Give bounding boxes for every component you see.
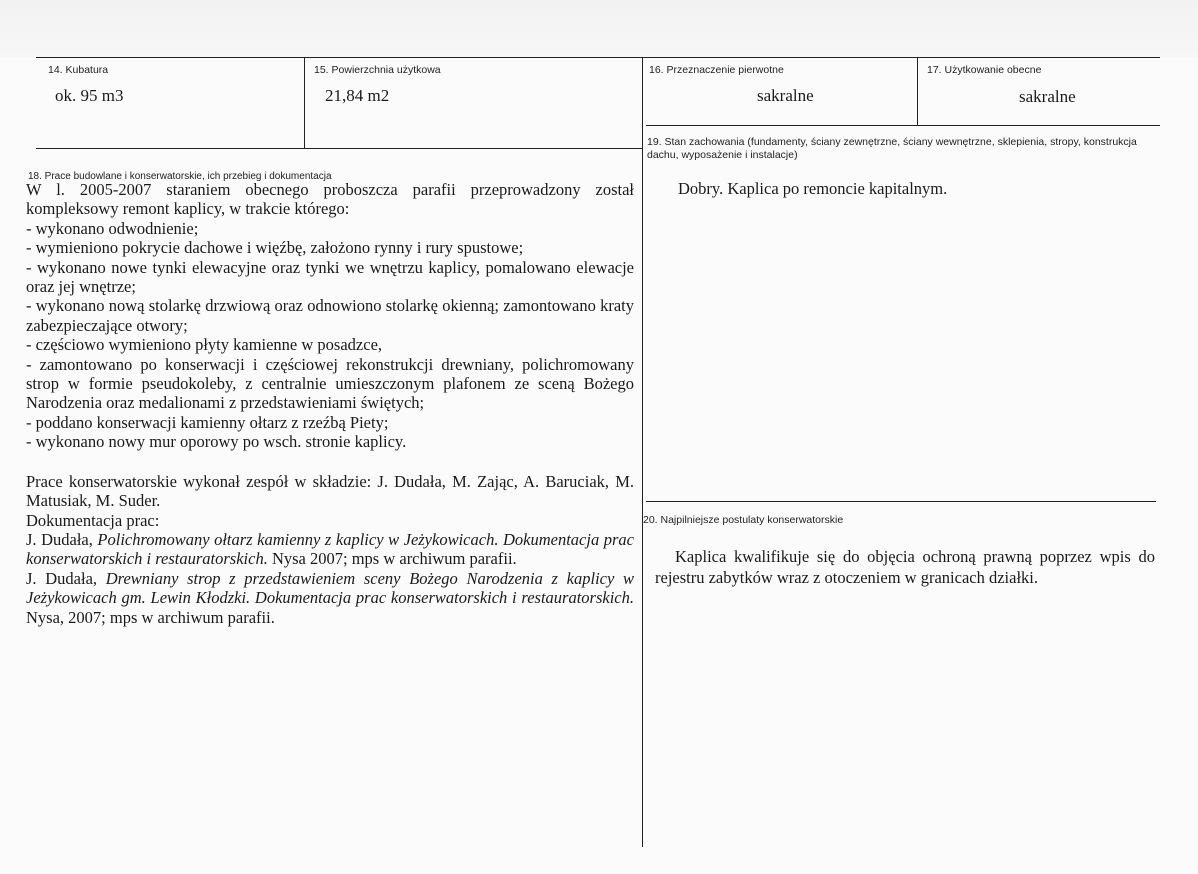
powierzchnia-label: 15. Powierzchnia użytkowa (314, 64, 441, 76)
ref-tail: Nysa, 2007; mps w archiwum parafii. (26, 607, 275, 627)
prace-item: - wykonano nową stolarkę drzwiową oraz odnowiono stolarkę okienną; zamontowano kraty zabezpieczające otwory; (26, 296, 634, 335)
divider-14-15 (304, 57, 305, 148)
ref-author: J. Dudała, (26, 529, 98, 549)
przeznaczenie-value: sakralne (757, 86, 814, 105)
row1-bottom-rule-right (646, 125, 1160, 126)
powierzchnia-value: 21,84 m2 (325, 86, 390, 105)
prace-item: - wykonano odwodnienie; (26, 218, 199, 238)
kubatura-value: ok. 95 m3 (55, 86, 124, 105)
postulaty-label: 20. Najpilniejsze postulaty konserwatorskie (643, 514, 844, 526)
row1-bottom-rule-left (36, 148, 642, 149)
divider-16-17 (917, 57, 918, 125)
prace-item: - poddano konserwacji kamienny ołtarz z rzeźbą Piety; (26, 412, 389, 432)
prace-item: - częściowo wymieniono płyty kamienne w posadzce, (26, 335, 383, 355)
prace-intro: W l. 2005-2007 staraniem obecnego proboszcza parafii przeprowadzony został kompleksowy remont kaplicy, w trakcie którego: (26, 180, 634, 219)
dokumentacja-heading: Dokumentacja prac: (26, 510, 160, 530)
uzytkowanie-value: sakralne (1019, 87, 1076, 106)
stan-zachowania-label: 19. Stan zachowania (fundamenty, ściany zewnętrzne, ściany wewnętrzne, sklepienia, stropy, konstrukcja dachu, wyposażenie i instalacje) (647, 136, 1137, 161)
ref-author: J. Dudała, (26, 568, 106, 588)
dokumentacja-ref-1 (26, 530, 634, 569)
top-rule (36, 57, 1160, 58)
prace-item: - wykonano nowy mur oporowy po wsch. stronie kaplicy. (26, 432, 407, 452)
section20-top-rule (646, 501, 1156, 502)
kubatura-label: 14. Kubatura (48, 64, 109, 76)
prace-budowlane-label: 18. Prace budowlane i konserwatorskie, ich przebieg i dokumentacja (28, 171, 332, 182)
prace-item: - zamontowano po konserwacji i częściowej rekonstrukcji drewniany, polichromowany strop w formie pseudokoleby, z centralnie umieszczonym plafonem ze sceną Bożego Narodzenia oraz medalionami z przedstawieniami świętych; (26, 354, 634, 413)
ref-tail: Nysa 2007; mps w archiwum parafii. (267, 549, 517, 569)
postulaty-value: Kaplica kwalifikuje się do objęcia ochroną prawną poprzez wpis do rejestru zabytków wraz z otoczeniem w granicach działki. (655, 547, 1155, 587)
prace-item: - wymieniono pokrycie dachowe i więźbę, założono rynny i rury spustowe; (26, 238, 524, 258)
scan-top-band (0, 0, 1198, 58)
zespol-text: Prace konserwatorskie wykonał zespół w składzie: J. Dudała, M. Zając, A. Baruciak, M. Matusiak, M. Suder. (26, 471, 634, 511)
uzytkowanie-label: 17. Użytkowanie obecne (927, 64, 1042, 76)
prace-budowlane-text (26, 180, 634, 627)
ref-title: Polichromowany ołtarz kamienny z kaplicy w Jeżykowicach. Dokumentacja prac konserwatorskich i restauratorskich. (26, 529, 634, 569)
ref-title: Drewniany strop z przedstawieniem sceny Bożego Narodzenia z kaplicy w Jeżykowicach gm. Lewin Kłodzki. Dokumentacja prac konserwatorskich i restauratorskich. (26, 568, 634, 608)
stan-zachowania-value: Dobry. Kaplica po remoncie kapitalnym. (678, 179, 948, 198)
main-column-divider (642, 57, 643, 847)
przeznaczenie-label: 16. Przeznaczenie pierwotne (649, 64, 784, 76)
dokumentacja-ref-2 (26, 569, 634, 627)
prace-item: - wykonano nowe tynki elewacyjne oraz tynki we wnętrzu kaplicy, pomalowano elewacje oraz jej wnętrze; (26, 257, 634, 297)
